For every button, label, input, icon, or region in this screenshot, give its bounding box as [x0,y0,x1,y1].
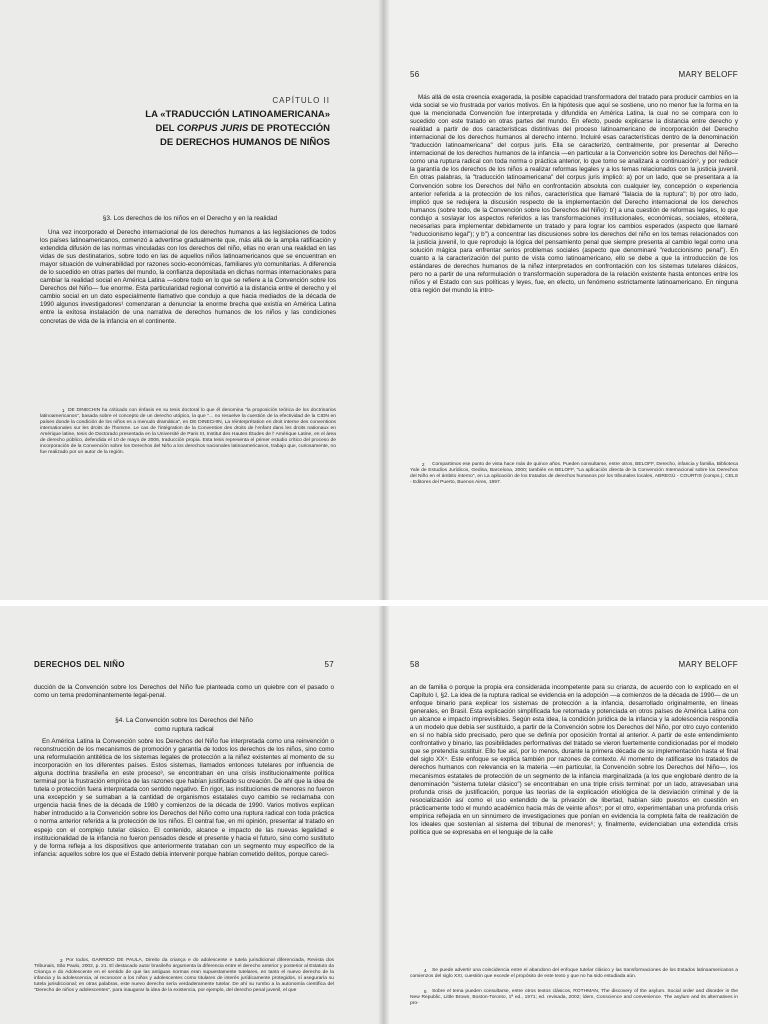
body-text: Una vez incorporado el Derecho internacional de los derechos humanos a las legislaciones de todos los países latinoamericanos, comenzó a advertirse gradualmente que, más allá de la amplia ratificación y extendida difusión de las normas vinculadas con los derechos del niño, ellas no eran una realidad en las vidas de sus destinatarios, sobre todo en las de aquellos niños latinoamericanos que se encuentran en mayor situación de vulnerabilidad por razones socio-económicas, familiares y/o comunitarias. A diferencia de lo sucedido en otras partes del mundo, la confianza depositada en dichas normas internacionales para cambiar la realidad social en América Latina —sobre todo en lo que se refiere a la Convención sobre los Derechos del Niño— fue enorme. Esta particularidad regional convirtió a la distancia entre el derecho y el cambio social en un dato especialmente llamativo que condujo a que hacia mediados de la década de 1990 algunos investigadores¹ comenzaran a denunciar la enorme brecha que existía en América Latina entre la exitosa instalación de una narrativa de derechos humanos de los niños y las condiciones concretas de vida de la infancia en el continente. [40,229,336,325]
page-57 [0,606,384,1024]
footnote-marker: 4 [424,968,427,973]
section-heading [34,716,334,734]
page-number: 58 [410,660,420,669]
page-58 [384,606,768,1024]
chapter-title-line-3: DE DERECHOS HUMANOS DE NIÑOS [160,137,330,148]
page-number: 56 [410,70,420,79]
section-heading-line-1: §4. La Convención sobre los Derechos del Niño [115,717,253,724]
section-heading-line-2: como ruptura radical [154,726,214,733]
footnote-marker: 1 [62,408,65,413]
chapter-title-line-1: LA «TRADUCCIÓN LATINOAMERICANA» [145,109,330,120]
body-text-continuation: ducción de la Convención sobre los Derechos del Niño fue planteada como un quiebre con el pasado o como un tema predominantemente legal-penal. [34,684,334,700]
footnote-marker: 5 [424,989,427,994]
running-author: MARY BELOFF [678,70,738,79]
footnote: Compartimos ese punto de vista hace más de quince años. Pueden consultarse, entre otros, BELOFF, Derecho, infancia y familia, Biblioteca Yale de Estudios Jurídicos, Gedisa, Barcelona, 2000; también en BELOFF, "La aplicación directa de la Convención Internacional sobre los Derechos del Niño en el ámbito interno", en La aplicación de los tratados de derechos humanos por los tribunales locales, ABREGÚ - COURTIS (comps.), CELS - Editores del Puerto, Buenos Aires, 1997. [410,462,738,486]
chapter-label: CAPÍTULO II [272,96,330,105]
body-text: Más allá de esta creencia exagerada, la posible capacidad transformadora del tratado para producir cambios en la vida social se vio frustrada por varios motivos. En la hipótesis que aquí se sostiene, uno no menor fue la forma en la que la mencionada Convención fue interpretada y difundida en América Latina, la cual no se compara con lo sucedido con este tratado en otras partes del mundo. En efecto, puede explicarse la distancia entre derecho y realidad a partir de dos características distintivas del proceso latinoamericano de incorporación del Derecho internacional de los derechos humanos al derecho interno. Incluiré esas características dentro de la denominación "traducción latinoamericana" del corpus juris. Ella se caracterizó, centralmente, por presentar al Derecho internacional de los derechos humanos de la infancia —en particular a la Convención sobre los Derechos del Niño— como una ruptura radical con toda norma o práctica anterior, lo que tomo se analizará a continuación², y por reducir la garantía de los derechos de los niños a realizar reformas legales y a los temas relacionados con la justicia juvenil. En otras palabras, la "traducción latinoamericana" del corpus juris implicó: a) por un lado, que se presentara a la Convención sobre los Derechos del Niño en confrontación absoluta con cualquier ley, concepción o experiencia anterior referida a la protección de los niños, característica que llamaré "falacia de la ruptura"; b) por otro lado, implicó que se redujera la discusión respecto de la implementación del Derecho internacional de los derechos humanos (sobre todo, de la Convención sobre los Derechos del Niño): b') a una cuestión de reformas legales, lo que condujo a soslayar los aspectos referidos a las transformaciones institucionales, económicas, sociales, etcétera, necesarias para implementar debidamente un tratado y para lograr los cambios esperados (aspecto que llamaré "reduccionismo legal"); y b'') a concentrar las discusiones sobre los derechos del niño en los temas relacionados con la justicia juvenil, lo que reprodujo la lógica del pensamiento penal que siempre presenta al cambio legal como una solución mágica para enfrentar serios problemas sociales (aspecto que denominaré "reduccionismo penal"). En cuanto a la caracterización del punto de vista como latinoamericano, ello se debe a que la introducción de los estándares de derechos humanos de la niñez interpretados en confrontación con los sistemas tutelares clásicos, pero no a partir de una reformulación o transformación superadora de la relación existente hasta entonces entre los niños y el Estado con sus políticas y leyes, fue, en efecto, un fenómeno estrictamente latinoamericano. En ninguna otra región del mundo la intro- [410,94,738,295]
chapter-title-line-2 [100,122,330,136]
footnote: Por todos, GARRIDO DE PAULA, Direito da criança e do adolescente e tutela jurisdicional diferenciada, Revista dos Tribunais, São Paulo, 2002, p. 21. El destacado autor brasileño argumenta la diferencia entre el derecho anterior y posterior al Estatuto da Criança e do Adolescente en el sentido de que las antiguas normas eran supuestamente tutelares, en tanto el nuevo derecho de la infancia y la adolescencia, al reconocer a los niños y adolescentes como titulares de interés jurídicamente protegidos, sí aseguraría su tutela jurisdiccional; en otras palabras, este nuevo derecho sería verdaderamente tutelar. De ahí su rumbo a la autonomía científica del "Derecho de niños y adolescentes", para inaugurar la idea de la existencia, por ejemplo, del derecho penal juvenil, el que [34,958,334,994]
gutter-shadow [384,0,390,600]
footnote-marker: 2 [422,462,425,467]
footnote-marker: 3 [60,958,63,963]
page-number: 57 [324,660,334,669]
title-italic-fragment: CORPUS JURIS [176,123,249,134]
footnote: Sobre el tema pueden consultarse, entre otros textos clásicos, ROTHMAN, The discovery of the asylum. Social order and disorder in the New Republic, Little Brown, Boston-Toronto, 1ª ed., 1971; ed. revisada, 2002; ídem, Conscience and convenience. The asylum and its alternatives in pro- [410,989,738,1007]
footnote: Se puede advertir una coincidencia entre el abandono del enfoque tutelar clásico y las transformaciones de los Estados latinoamericanos a comienzos del siglo XXI, cuestión que excede el propósito de este texto y que no ha sido estudiada aún. [410,968,738,980]
body-text: an de familia o porque la propia era considerada incompetente para su crianza, de acuerdo con lo explicado en el Capítulo I, §2. La idea de la ruptura radical se evidencia en la adopción —a comienzos de la década de 1990— de un enfoque binario para explicar los sistemas de protección a la infancia, desarrollado originalmente, en líneas generales, en Brasil. Esta explicación simplificada fue retomada y potenciada en otros países de América Latina con un alcance e impacto imprevisibles. Según esta idea, la condición jurídica de la infancia y la adolescencia respondía a un modelo que debía ser sustituido, a partir de la Convención sobre los Derechos del Niño, por otro cuyo contenido en sí no había sido precisado, pero que se definía por oposición frontal al anterior. A partir de este entendimiento confrontativo y binario, las posibilidades performativas del tratado se vieron fuertemente condicionadas por el modelo que se pretendía sustituir. Ello fue así, por lo menos, durante la primera década de su implementación hasta el final del siglo XX⁴. Este enfoque se explica también por razones de contexto. Al momento de ratificarse los tratados de derechos humanos con relevancia en la materia —en particular, la Convención sobre los Derechos del Niño—, los mecanismos estatales de protección de un segmento de la infancia marginalizada (a los que englobaré dentro de la denominación "sistema tutelar clásico") se encontraban en una triple crisis terminal: por un lado, atravesaban una profunda crisis de justificación, porque las teorías de la explicación etiológica de la desviación criminal y de la resocialización así como el uso extendido de la privación de libertad, habían sido puestos en cuestión en prácticamente todo el mundo académico hacia más de veinte años⁵; por el otro, experimentaban una profunda crisis empírica reflejada en un sinnúmero de investigaciones que ponían en evidencia la completa falta de realización de los ideales que sostenían al sistema del tribunal de menores⁶; y, finalmente, evidenciaban una extendida crisis política que se expresaba en el lenguaje de la calle [410,684,739,836]
footnote: DE DINECHIN ha criticado con énfasis en su tesis doctoral lo que él denomina "la proposición teórica de los doctrinarios latinoamericanos", basada sobre el concepto de un derecho utópico, la que "... no resuelve la cuestión de la efectividad de la CIDN en países donde la condición de los niños es a menudo dramática", en DE DINECHIN, La réinterprétation en droit interne des conventions internationales sur les droits de l'homme. Le cas de l'intégration de la Convention des droits de l'enfant dans les droits nationaux en Amérique latine, tesis de Doctorado presentada en la Université de Paris III, Institut des Hautes Études de l' Amérique Latine, en el área de derecho público, defendida el 10 de mayo de 2006, traducción propia. Esta tesis representa el primer estudio crítico del proceso de incorporación de la Convención sobre los Derechos del Niño a los derechos nacionales latinoamericanos, trabajo que, curiosamente, no fue realizado por un autor de la región. [40,408,336,456]
running-author: MARY BELOFF [678,660,738,669]
running-title: DERECHOS DEL NIÑO [34,660,125,669]
section-heading: §3. Los derechos de los niños en el Derecho y en la realidad [102,215,278,222]
title-fragment: DEL [155,123,177,134]
chapter-title [100,108,330,150]
page-55 [0,0,384,600]
title-fragment: DE PROTECCIÓN [248,123,330,134]
page-56 [384,0,768,600]
gutter-shadow [384,606,390,1024]
body-text: En América Latina la Convención sobre los Derechos del Niño fue interpretada como una reinvención o reconstrucción de los mecanismos de promoción y garantía de todos los derechos de los niños, sino como una reformulación antitética de los sistemas legales de protección a la niñez existentes al momento de su incorporación en los diferentes países. Estos sistemas, llamados entonces tutelares por influencia de alguna doctrina brasileña en este proceso³, se encontraban en una crisis institucionalmente política terminal por la frustración empírica de las razones que habían justificado su creación. De ahí que la idea de tutela o protección fuera interpretada con sentido negativo. En rigor, las instituciones de menores no fueron una excepción y se sumaban a la cantidad de organismos estatales cuyo cambio se reclamaba con urgencia hacia fines de la década de 1980 y comienzos de la década de 1990. Varios motivos explican haber introducido a la Convención sobre los Derechos del Niño como una ruptura radical con toda práctica o norma anterior referida a la protección de los niños. El central fue, en mi opinión, presentar al tratado en espejo con el complejo tutelar clásico. El contenido, alcance e impacto de las nuevas legalidad e institucionalidad de la infancia no fueron pensados desde el presente y hacia el futuro, sino como sustituto y de forma refleja a los dispositivos que anteriormente trataban con un segmento muy específico de la infancia: aquellos sobre los que el Estado debía intervenir porque habían cometido delitos, porque careci- [34,738,334,858]
